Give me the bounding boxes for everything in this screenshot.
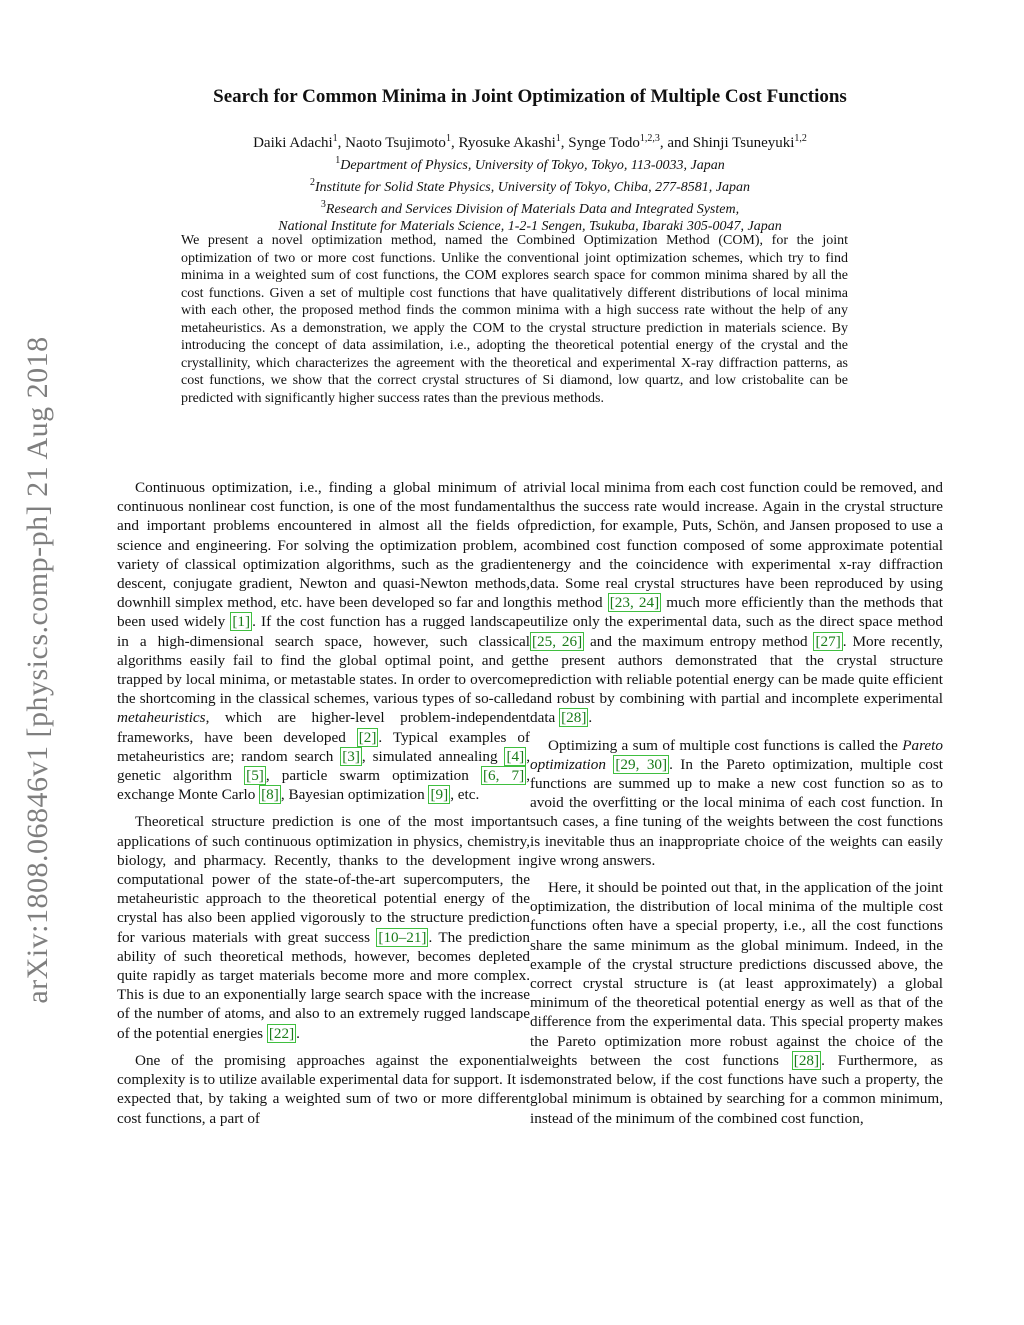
author-list: Daiki Adachi$^1$, Naoto Tsujimoto$^1$, Ryosuke Akashi$^1$, Synge Todo$^{1,2,3}$, and Shinji Tsuneyuki$^{1,2}$ xyxy=(253,133,807,151)
right-column xyxy=(530,478,943,1136)
affiliation-text: Institute for Solid State Physics, University of Tokyo, Chiba, 277-8581, Japan xyxy=(315,180,750,195)
affiliation xyxy=(80,152,980,174)
author: Naoto Tsujimoto xyxy=(345,135,446,151)
citation-link[interactable]: [2] xyxy=(358,728,377,746)
author-sup: 1 xyxy=(555,133,561,144)
affiliation xyxy=(80,174,980,196)
citation-link[interactable]: [10–21] xyxy=(378,928,427,946)
arxiv-stamp-text: arXiv:1808.06846v1 [physics.comp-ph] 21 Aug 2018 xyxy=(21,336,54,1004)
paper-title: Search for Common Minima in Joint Optimization of Multiple Cost Functions xyxy=(213,86,847,107)
author: Synge Todo xyxy=(568,135,640,151)
citation-link[interactable]: [23, 24] xyxy=(609,594,660,612)
citation-link[interactable]: [25, 26] xyxy=(532,632,583,650)
affiliation-text: National Institute for Materials Science, 1-2-1 Sengen, Tsukuba, Ibaraki 305-0047, Japan xyxy=(278,219,782,234)
paragraph: One of the promising approaches against the exponential complexity is to utilize available experimental data for support. It is expected that, by taking a weighted sum of two or more different cost functions, a part of xyxy=(117,1051,530,1127)
citation-link[interactable]: [9] xyxy=(430,786,449,804)
citation-link[interactable]: [28] xyxy=(561,709,587,727)
abstract: We present a novel optimization method, named the Combined Optimization Method (COM), for the joint optimization of two or more cost functions. Unlike the conventional joint optimization schemes, which try to find minima in a weighted sum of cost functions, the COM explores search space for common minima shared by all the cost functions. Given a set of multiple cost functions that have qualitatively different distributions of local minima with each other, the proposed method finds the common minima with a high success rate without the help of any metaheuristics. As a demonstration, we apply the COM to the crystal structure prediction in materials science. By introducing the concept of data assimilation, i.e., adopting the theoretical potential energy of the crystal and the crystallinity, which characterizes the agreement with the theoretical and experimental X-ray diffraction patterns, as cost functions, we show that the correct crystal structures of Si diamond, low quartz, and low cristobalite can be predicted with significantly higher success rates than the previous methods. xyxy=(181,233,848,406)
author-sup: 1,2 xyxy=(794,133,807,144)
author: Daiki Adachi xyxy=(253,135,333,151)
citation-link[interactable]: [27] xyxy=(815,632,841,650)
citation-link[interactable]: [5] xyxy=(246,767,264,785)
affiliation-text: Research and Services Division of Materials Data and Integrated System, xyxy=(325,202,740,217)
emphasis: metaheuristics xyxy=(117,709,206,727)
citation-link[interactable]: [1] xyxy=(232,613,251,631)
author-sup: 1 xyxy=(332,133,338,144)
citation-link[interactable]: [4] xyxy=(506,747,525,765)
affiliation-text: Department of Physics, University of Tokyo, Tokyo, 113-0033, Japan xyxy=(340,158,725,173)
affiliation-sup: 2 xyxy=(310,177,315,188)
citation-link[interactable]: [6, 7] xyxy=(482,767,525,785)
author: Shinji Tsuneyuki xyxy=(692,135,795,151)
affiliation xyxy=(80,196,980,218)
arxiv-stamp xyxy=(8,290,68,1050)
author-block xyxy=(80,130,980,235)
paragraph: Here, it should be pointed out that, in the application of the joint optimization, the distribution of local minima of the multiple cost functions often have a special property, i.e., all the cost functions share the same minimum as the global minimum. Indeed, in the example of the crystal structure predictions discussed above, the correct crystal structure is (at least approximately) a global minimum of the theoretical potential energy as well as that of the difference from the experimental data. This special property makes the Pareto optimization more robust against the choice of the weights between the cost functions [28] . Furthermore, as demonstrated below, if the cost functions have such a property, the global minimum is obtained by searching for a common minimum, instead of the minimum of the combined cost function, xyxy=(530,879,943,1127)
emphasis: Pareto optimization xyxy=(530,736,943,773)
affiliation-sup: 1 xyxy=(335,155,341,166)
author-sup: 1 xyxy=(445,133,451,144)
paragraph: Optimizing a sum of multiple cost functions is called the Pareto optimization [29, 30] . In the Pareto optimization, multiple cost functions are summed up to make a new cost function so as to avoid the overfitting or the local minima of each cost function. In such cases, a fine tuning of the weights between the cost functions is inevitable thus an inappropriate choice of the weights can easily give wrong answers. xyxy=(530,736,944,869)
citation-link[interactable]: [3] xyxy=(342,747,360,765)
citation-link[interactable]: [29, 30] xyxy=(615,755,668,773)
paragraph: trivial local minima from each cost function could be removed, and thus the success rate would increase. Again in the crystal structure prediction, for example, Puts, Schön, and Jansen proposed to use a combined cost function composed of some approximate potential energy and the coincidence with experimental x-ray diffraction data. Some real crystal structures have been reproduced by using this method [23, 24] much more efficiently than the methods that utilize only the experimental data, such as the direct space method [25, 26] and the maximum entropy method [27] . More recently, the present authors demonstrated that the crystal structure prediction with reliable potential energy can be made quite efficient and robust by combining with partial and incomplete experimental data [28] . xyxy=(530,479,943,727)
author-sup: 1,2,3 xyxy=(639,133,660,144)
citation-link[interactable]: [28] xyxy=(793,1051,820,1069)
citation-link[interactable]: [22] xyxy=(268,1024,295,1042)
left-column xyxy=(117,478,530,1136)
paragraph: Theoretical structure prediction is one of the most important applications of such continuous optimization in physics, chemistry, biology, and pharmacy. Recently, thanks to the development in computational power of the state-of-the-art supercomputers, the metaheuristic approach to the theoretical potential energy of the crystal has also been applied vigorously to the structure prediction for various materials with great success [10–21] . The prediction ability of such theoretical methods, however, becomes depleted quite rapidly as target materials become more and more complex. This is due to an exponentially large search space with the increase of the number of atoms, and also to an extremely rugged landscape of the potential energies [22] . xyxy=(117,813,530,1042)
author: Ryosuke Akashi xyxy=(458,135,556,151)
paragraph: Continuous optimization, i.e., finding a global minimum of a continuous nonlinear cost function, is one of the most fundamental and important problems encountered in almost all the fields of science and engineering. For solving the optimization problem, a variety of classical optimization algorithms, such as the gradient descent, conjugate gradient, Newton and quasi-Newton methods, downhill simplex method, etc. have been developed so far and long been used widely [1] . If the cost function has a rugged landscape in a high-dimensional search space, however, such classical algorithms easily fail to find the global optimal point, and get trapped by local minima, or metastable states. In order to overcome the shortcoming in the classical schemes, various types of so-called metaheuristics, which are higher-level problem-independent frameworks, have been developed [2] . Typical examples of metaheuristics are; random search [3] , simulated annealing [4] , genetic algorithm [5] , particle swarm optimization [6, 7] , exchange Monte Carlo [8] , Bayesian optimization [9] , etc. xyxy=(117,479,531,804)
affiliation-sup: 3 xyxy=(320,199,326,210)
citation-link[interactable]: [8] xyxy=(261,786,279,804)
